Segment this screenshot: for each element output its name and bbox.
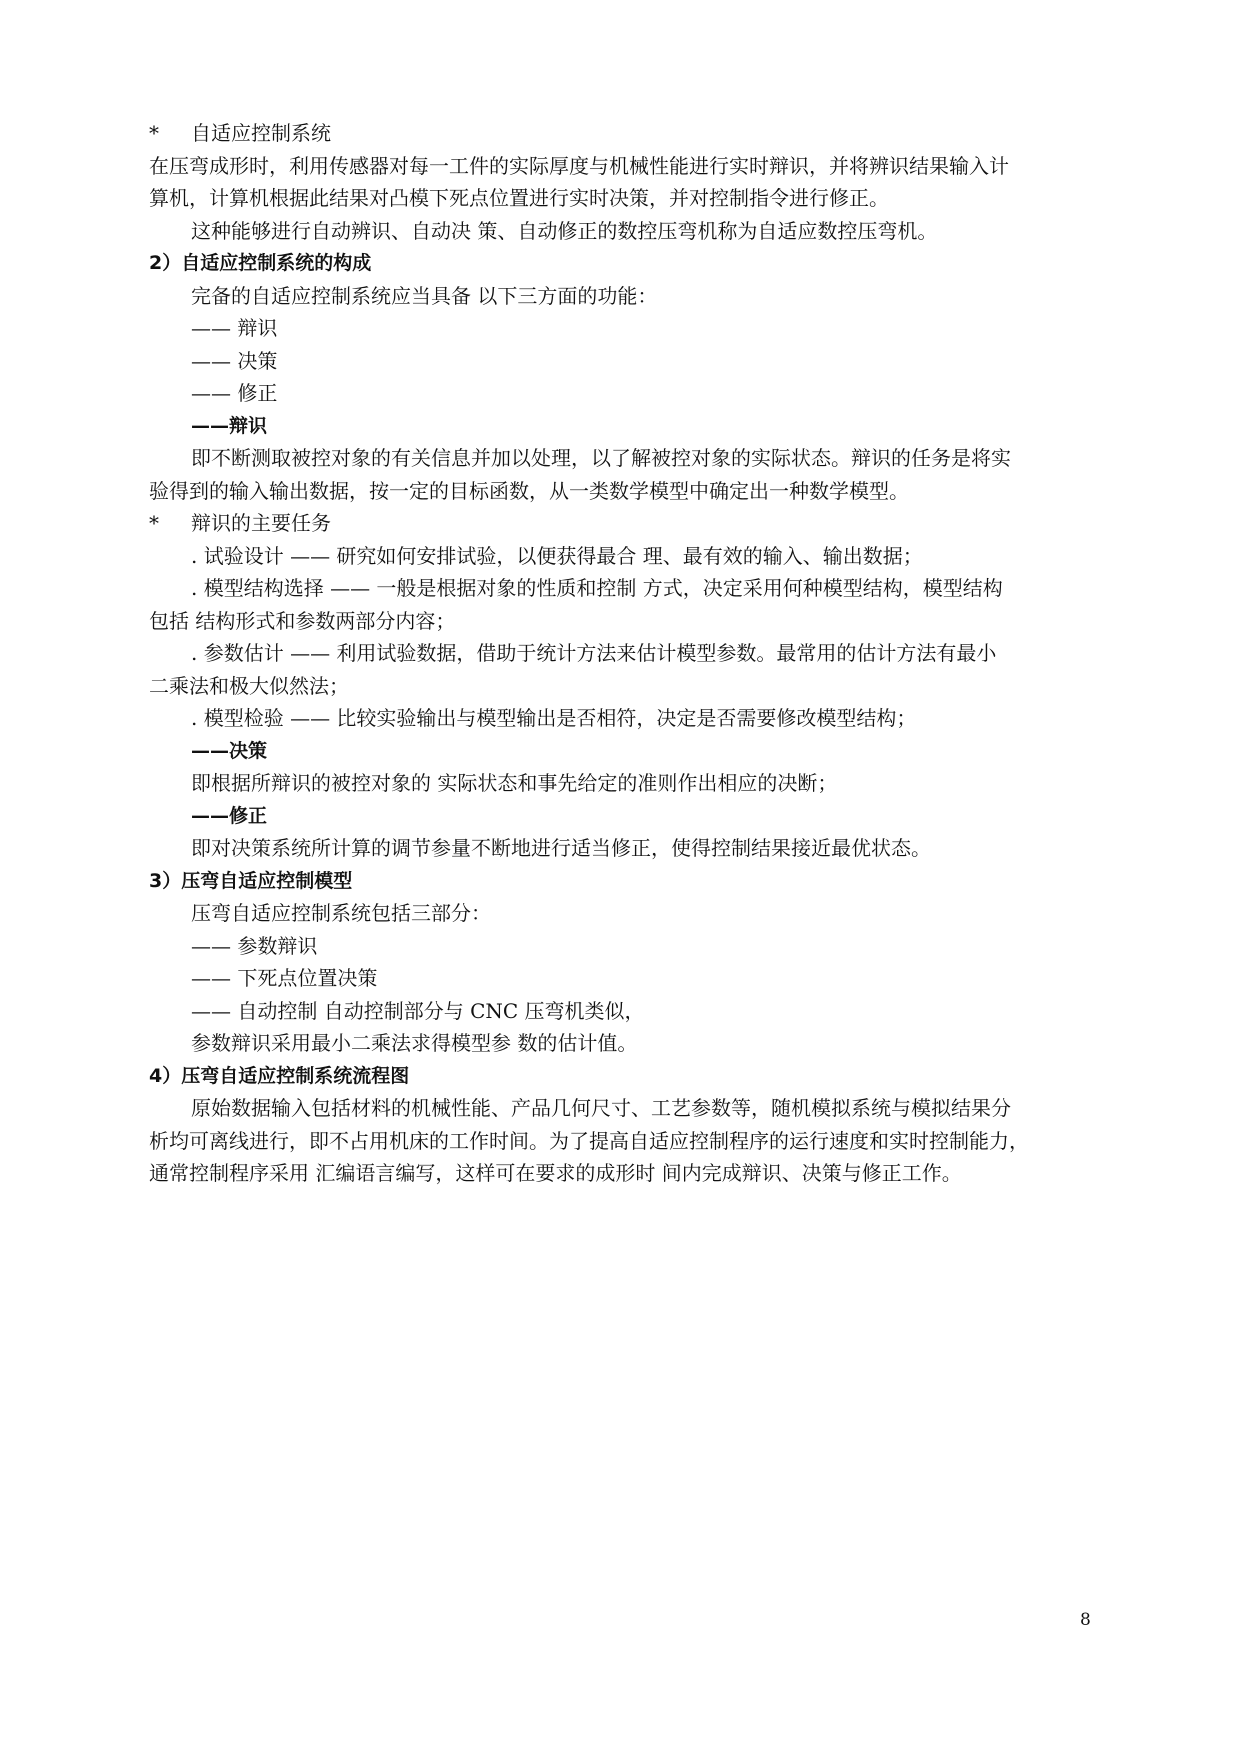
task-parameter-estimation-line-1: . 参数估计 —— 利用试验数据，借助于统计方法来估计模型参数。最常用的估计方法有最小 [191,641,997,665]
correct-subheading: ——修正 [191,804,268,827]
bullet-marker: * [149,121,159,145]
identify-subheading: ——辩识 [191,414,268,437]
section-3-note: 参数辩识采用最小二乘法求得模型参 数的估计值。 [191,1031,638,1055]
intro-paragraph-line-1: 在压弯成形时，利用传感器对每一工件的实际厚度与机械性能进行实时辩识，并将辨识结果输入计 [149,153,1009,178]
page-number: 8 [1080,1610,1091,1630]
correct-text: 即对决策系统所计算的调节参量不断地进行适当修正，使得控制结果接近最优状态。 [191,836,931,860]
bullet-marker: * [149,511,159,535]
intro-title: 自适应控制系统 [191,121,331,145]
task-model-validation: . 模型检验 —— 比较实验输出与模型输出是否相符，决定是否需要修改模型结构； [191,706,917,730]
function-item-correct: —— 修正 [191,381,278,405]
page-content [149,117,1089,1190]
function-item-decide: —— 决策 [191,348,278,373]
section-4-heading: 4）压弯自适应控制系统流程图 [149,1064,410,1087]
identify-text-line-2: 验得到的输入输出数据，按一定的目标函数，从一类数学模型中确定出一种数学模型。 [149,478,909,503]
task-parameter-estimation-line-2: 二乘法和极大似然法； [149,673,349,698]
model-part-parameter-identification: —— 参数辩识 [191,933,318,958]
decide-subheading: ——决策 [191,739,268,762]
task-model-structure-line-1: . 模型结构选择 —— 一般是根据对象的性质和控制 方式，决定采用何种模型结构，模型结构 [191,576,1003,600]
section-4-line-1: 原始数据输入包括材料的机械性能、产品几何尺寸、工艺参数等，随机模拟系统与模拟结果分 [191,1096,1011,1120]
model-part-bottom-dead-center: —— 下死点位置决策 [191,966,378,990]
intro-paragraph-line-2: 算机，计算机根据此结果对凸模下死点位置进行实时决策，并对控制指令进行修正。 [149,186,889,210]
section-3-intro: 压弯自适应控制系统包括三部分： [191,901,491,925]
intro-title-line [149,117,1089,150]
tasks-title: 辩识的主要任务 [191,511,331,535]
model-part-auto-control: —— 自动控制 自动控制部分与 CNC 压弯机类似， [191,998,645,1023]
identify-text-line-1: 即不断测取被控对象的有关信息并加以处理，以了解被控对象的实际状态。辩识的任务是将实 [191,446,1011,470]
intro-paragraph-2: 这种能够进行自动辨识、自动决 策、自动修正的数控压弯机称为自适应数控压弯机。 [191,218,938,243]
task-experiment-design: . 试验设计 —— 研究如何安排试验，以便获得最合 理、最有效的输入、输出数据； [191,543,923,568]
section-2-intro: 完备的自适应控制系统应当具备 以下三方面的功能： [191,283,658,308]
function-item-identify: —— 辩识 [191,316,278,340]
decide-text: 即根据所辩识的被控对象的 实际状态和事先给定的准则作出相应的决断； [191,771,838,795]
tasks-title-line [149,507,1089,540]
section-4-line-3: 通常控制程序采用 汇编语言编写，这样可在要求的成形时 间内完成辩识、决策与修正工作。 [149,1161,962,1185]
section-4-line-2: 析均可离线进行，即不占用机床的工作时间。为了提高自适应控制程序的运行速度和实时控制能力， [149,1128,1029,1153]
section-2-heading: 2）自适应控制系统的构成 [149,252,372,274]
task-model-structure-line-2: 包括 结构形式和参数两部分内容； [149,608,456,633]
section-3-heading: 3）压弯自适应控制模型 [149,869,353,892]
